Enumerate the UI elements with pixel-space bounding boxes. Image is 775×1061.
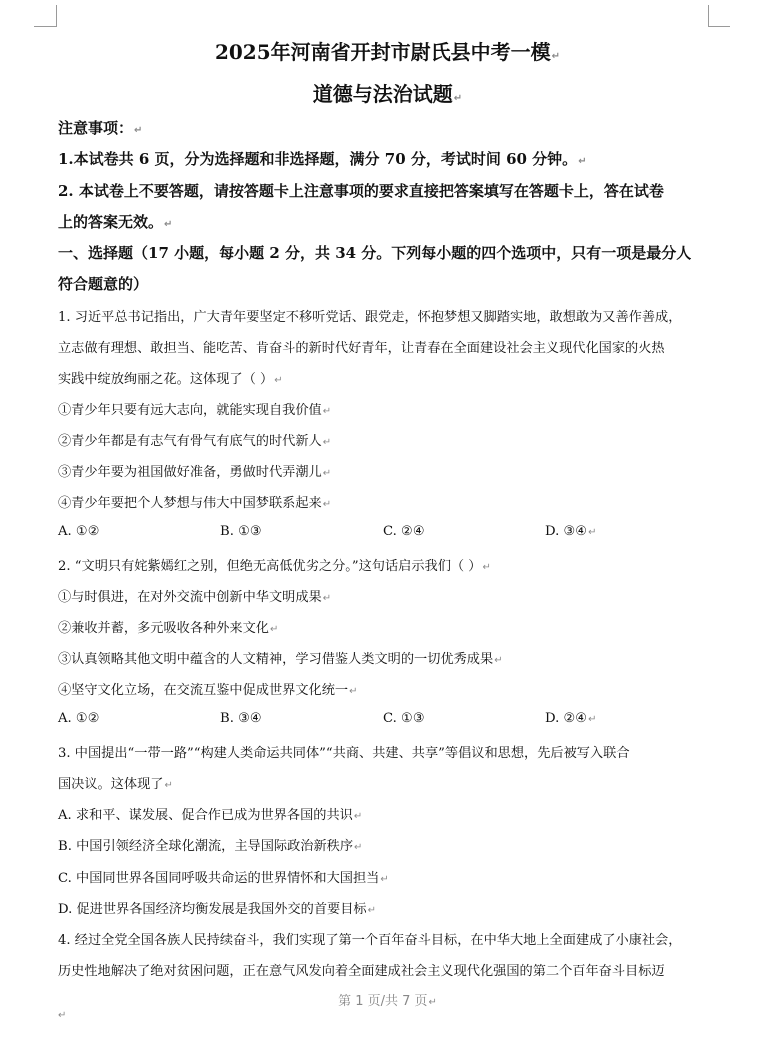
section-heading-line-2: 符合题意的） bbox=[58, 275, 149, 293]
crop-mark-top-right bbox=[708, 5, 709, 27]
crop-mark-top-left-h bbox=[34, 26, 56, 27]
q1-stem-line-1: 1. 习近平总书记指出，广大青年要坚定不移听党话、跟党走，怀抱梦想又脚踏实地，敢想敢为又善作善成， bbox=[58, 310, 682, 325]
q2-statement-2: ②兼收并蓄，多元吸收各种外来文化↵ bbox=[58, 621, 279, 636]
q4-stem-line-1: 4. 经过全党全国各族人民持续奋斗，我们实现了第一个百年奋斗目标，在中华大地上全面建成了小康社会， bbox=[58, 933, 682, 948]
q2-statement-3: ③认真领略其他文明中蕴含的人文精神，学习借鉴人类文明的一切优秀成果↵ bbox=[58, 652, 503, 667]
page-footer: 第 1 页/共 7 页↵ bbox=[338, 994, 437, 1009]
q2-option-a: A. ①② bbox=[58, 711, 100, 726]
q3-stem-line-1: 3. 中国提出“一带一路”“构建人类命运共同体”“共商、共建、共享”等倡议和思想，先后被写入联合 bbox=[58, 746, 630, 761]
q3-choice-d: D. 促进世界各国经济均衡发展是我国外交的首要目标↵ bbox=[58, 902, 377, 917]
q1-option-a: A. ①② bbox=[58, 524, 100, 539]
q1-statement-2: ②青少年都是有志气有骨气有底气的时代新人↵ bbox=[58, 434, 332, 449]
q1-option-d: D. ③④↵ bbox=[545, 524, 597, 539]
q3-choice-a: A. 求和平、谋发展、促合作已成为世界各国的共识↵ bbox=[58, 808, 363, 823]
q1-option-c: C. ②④ bbox=[383, 524, 425, 539]
q1-statement-4: ④青少年要把个人梦想与伟大中国梦联系起来↵ bbox=[58, 496, 332, 511]
q2-option-d: D. ②④↵ bbox=[545, 711, 597, 726]
notice-item-2-line-1: 2. 本试卷上不要答题，请按答题卡上注意事项的要求直接把答案填写在答题卡上，答在试卷 bbox=[58, 182, 664, 200]
q1-stem-line-2: 立志做有理想、敢担当、能吃苦、肯奋斗的新时代好青年，让青春在全面建设社会主义现代化国家的火热 bbox=[58, 341, 665, 356]
notice-item-2-line-2: 上的答案无效。↵ bbox=[58, 213, 173, 231]
q2-option-b: B. ③④ bbox=[220, 711, 262, 726]
q2-option-c: C. ①③ bbox=[383, 711, 425, 726]
q4-stem-line-2: 历史性地解决了绝对贫困问题，正在意气风发向着全面建成社会主义现代化强国的第二个百年奋斗目标迈 bbox=[58, 964, 665, 979]
section-heading-line-1: 一、选择题（17 小题，每小题 2 分，共 34 分。下列每小题的四个选项中，只有一项是最分人 bbox=[58, 244, 692, 262]
q2-statement-4: ④坚守文化立场，在交流互鉴中促成世界文化统一↵ bbox=[58, 683, 358, 698]
document-title: 2025年河南省开封市尉氏县中考一模↵ bbox=[214, 40, 561, 64]
q2-stem-line-1: 2. “文明只有姹紫嫣红之别，但绝无高低优劣之分。”这句话启示我们（ ）↵ bbox=[58, 559, 491, 574]
crop-mark-top-right-h bbox=[708, 26, 730, 27]
q2-statement-1: ①与时俱进，在对外交流中创新中华文明成果↵ bbox=[58, 590, 332, 605]
q3-stem-line-2: 国决议。这体现了↵ bbox=[58, 777, 173, 792]
q1-option-b: B. ①③ bbox=[220, 524, 262, 539]
q1-statement-3: ③青少年要为祖国做好准备，勇做时代弄潮儿↵ bbox=[58, 465, 332, 480]
crop-mark-top-left bbox=[56, 5, 57, 27]
document-subtitle: 道德与法治试题↵ bbox=[312, 82, 463, 106]
notice-heading: 注意事项：↵ bbox=[58, 119, 143, 137]
q3-choice-b: B. 中国引领经济全球化潮流，主导国际政治新秩序↵ bbox=[58, 839, 363, 854]
notice-item-1: 1.本试卷共 6 页，分为选择题和非选择题，满分 70 分，考试时间 60 分钟。↵ bbox=[58, 150, 587, 168]
q3-choice-c: C. 中国同世界各国同呼吸共命运的世界情怀和大国担当↵ bbox=[58, 871, 389, 886]
end-paragraph-mark: ↵ bbox=[58, 1010, 67, 1021]
q1-stem-line-3: 实践中绽放绚丽之花。这体现了（ ）↵ bbox=[58, 372, 283, 387]
q1-statement-1: ①青少年只要有远大志向，就能实现自我价值↵ bbox=[58, 403, 332, 418]
